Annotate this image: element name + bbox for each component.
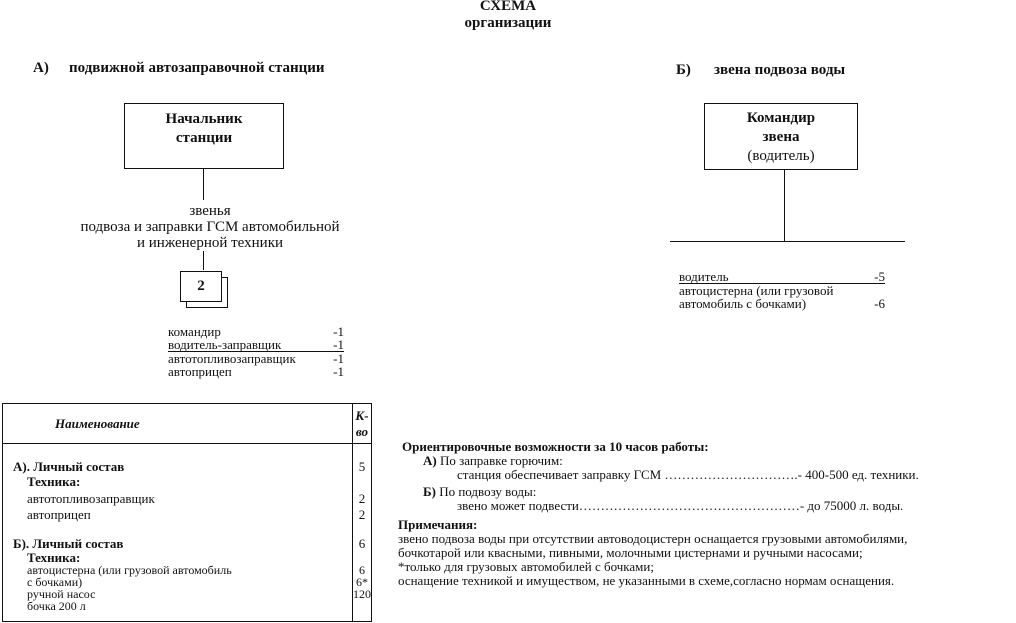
group-a-title: А). Личный состав [13,459,125,474]
note-line: оснащение техникой и имуществом, не указанными в схеме,согласно нормам оснащения. [398,573,895,588]
station-chief-box [124,103,284,169]
item-name: водитель-заправщик [168,337,282,352]
table-body-row [3,444,372,622]
table-names-cell [3,444,353,622]
summary-table [2,403,372,622]
capability-a-text: По заправке горючим: [439,453,563,468]
table-row: автоприцеп [27,507,91,522]
diagram-title: СХЕМА [479,0,537,14]
item-qty: -5 [874,269,885,284]
section-a-heading: подвижной автозаправочной станции [69,60,325,76]
capabilities-heading: Ориентировочные возможности за 10 часов работы: [402,439,709,454]
unit-commander-line3: (водитель) [747,148,815,164]
section-b-letter: Б) [676,62,691,78]
section-b-items [679,270,885,310]
capability-b [402,485,919,499]
section-a-items [168,325,344,378]
capability-b-text: По подвозу воды: [439,484,537,499]
note-line: звено подвоза воды при отсутствии автоводоцистерн оснащается грузовыми автомобилями, [398,531,908,546]
table-qty: 6 [359,563,365,577]
notes-heading: Примечания: [398,517,478,532]
capability-a-label: А) [423,453,437,468]
table-row: бочка 200 л [27,599,86,613]
section-a-letter: А) [33,60,49,76]
item-name: автотопливозаправщик [168,351,296,366]
units-caption-line2: подвоза и заправки ГСМ автомобильной [80,219,340,235]
list-item [168,365,344,378]
table-header-row [3,404,372,444]
section-b-heading: звена подвоза воды [714,62,846,78]
table-row: с бочками) [27,575,83,589]
item-name: автоприцеп [168,364,232,379]
item-qty: -1 [333,324,344,339]
group-b-subtitle: Техника: [27,550,81,565]
table-qty-cell [353,444,372,622]
table-qty: 6* [356,575,368,589]
item-name: водитель [679,269,729,284]
table-row: автоцистерна (или грузовой автомобиль [27,563,232,577]
group-a-qty: 5 [358,459,366,474]
table-qty: 120 [353,587,371,601]
group-b-title: Б). Личный состав [13,536,124,551]
capability-b-detail: звено может подвести……………………………………………- до 75000 л. воды. [457,498,904,513]
table-qty: 2 [358,507,366,522]
units-connector-line [203,251,204,270]
group-a-subtitle: Техника: [27,474,81,489]
list-item [679,297,885,310]
diagram-subtitle: организации [464,15,552,31]
units-caption-line1: звенья [189,203,231,219]
units-caption-line3: и инженерной техники [136,235,284,251]
list-item [168,338,344,352]
chief-connector-line [203,169,204,200]
capability-b-label: Б) [423,484,436,499]
capability-a [402,454,919,468]
group-b-qty: 6 [358,536,366,551]
item-name: автомобиль с бочками) [679,296,807,311]
commander-connector-line [784,170,785,241]
horizontal-bar-line [670,241,905,242]
notes-block [398,518,907,588]
item-name: автоцистерна (или грузовой [679,283,834,298]
item-qty: -1 [333,351,344,366]
item-qty: -1 [333,337,344,352]
item-qty: -6 [874,296,885,311]
station-chief-line1: Начальник [165,111,243,127]
header-qty: К-во [353,404,372,444]
item-name: командир [168,324,221,339]
table-qty: 2 [358,491,366,506]
capabilities-block [402,440,919,513]
capability-a-detail: станция обеспечивает заправку ГСМ ………………………….- 400-500 ед. техники. [457,467,919,482]
table-row: ручной насос [27,587,96,601]
units-caption [40,203,380,251]
count-box: 2 [180,271,222,302]
table-row: автотопливозаправщик [27,491,155,506]
header-name: Наименование [3,404,353,444]
note-line: *только для грузовых автомобилей с бочками; [398,559,654,574]
unit-commander-line2: звена [762,129,800,145]
note-line: бочкотарой или квасными, пивными, молочными цистернами и ручными насосами; [398,545,863,560]
unit-commander-box [704,103,858,170]
list-item [679,270,885,284]
unit-commander-line1: Командир [746,110,816,126]
station-chief-line2: станции [175,130,233,146]
item-qty: -1 [333,364,344,379]
